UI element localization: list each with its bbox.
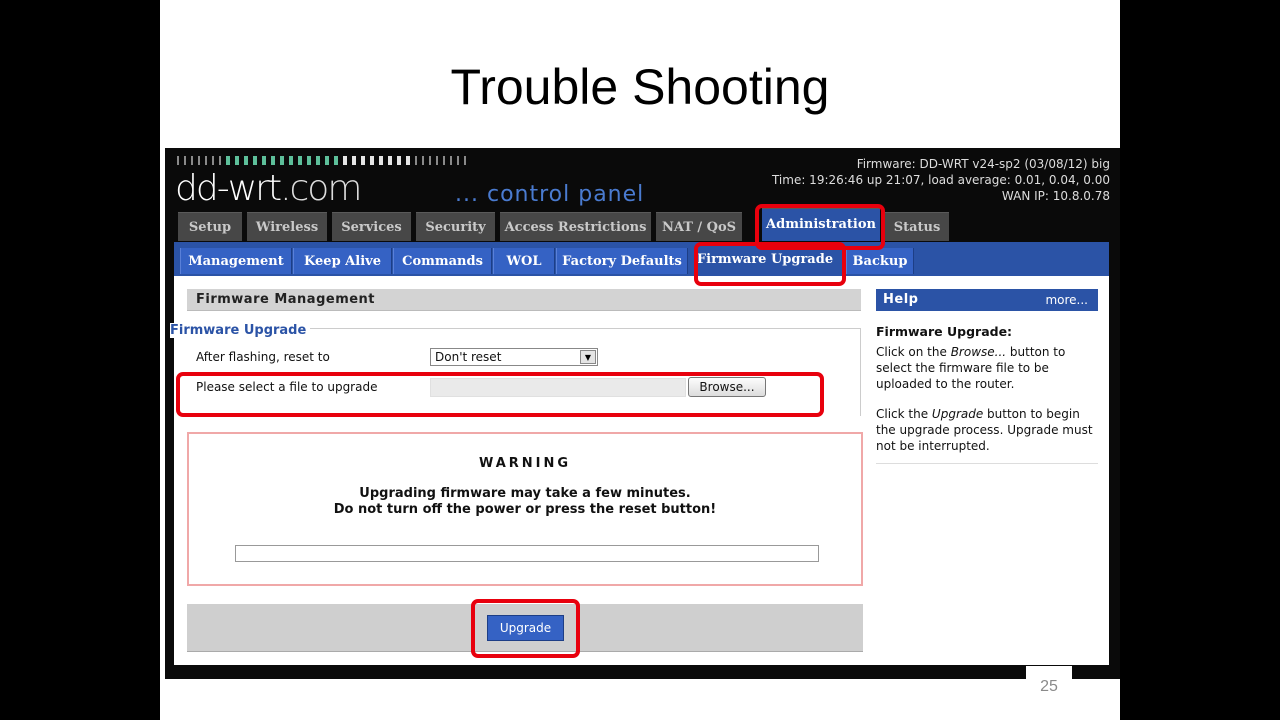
subtab-firmware-upgrade[interactable]: Firmware Upgrade — [694, 246, 836, 274]
highlight-file-select-row — [176, 372, 824, 417]
router-screenshot — [165, 148, 1120, 679]
logo-bar-segment — [429, 156, 431, 165]
logo-bar-segment — [262, 156, 266, 165]
logo-bar-segment — [198, 156, 200, 165]
tab-nat-qos[interactable]: NAT / QoS — [656, 212, 742, 241]
logo-bar-segment — [316, 156, 320, 165]
logo-bar-segment — [415, 156, 417, 165]
section-header: Firmware Management — [187, 289, 861, 311]
subtab-keep-alive[interactable]: Keep Alive — [293, 248, 392, 274]
logo-bar-segment — [397, 156, 401, 165]
control-panel-tagline: ... control panel — [455, 182, 645, 207]
logo-bar-segment — [370, 156, 374, 165]
uptime-load: Time: 19:26:46 up 21:07, load average: 0.01, 0.04, 0.00 — [771, 173, 1110, 187]
logo-bar-segment — [388, 156, 392, 165]
firmware-version: Firmware: DD-WRT v24-sp2 (03/08/12) big — [856, 157, 1110, 171]
tab-security[interactable]: Security — [416, 212, 495, 241]
help-header — [876, 289, 1098, 311]
logo-bar-segment — [177, 156, 179, 165]
upgrade-progress-bar — [235, 545, 819, 562]
subtab-commands[interactable]: Commands — [393, 248, 492, 274]
tab-administration[interactable]: Administration — [762, 208, 880, 241]
upgrade-button[interactable]: Upgrade — [487, 615, 564, 641]
reset-select-value: Don't reset — [435, 350, 502, 364]
help-heading: Firmware Upgrade: — [876, 324, 1013, 339]
logo-bar-segment — [352, 156, 356, 165]
logo-bar-segment — [379, 156, 383, 165]
file-label: Please select a file to upgrade — [196, 380, 378, 394]
logo-bar-segment — [307, 156, 311, 165]
logo-bar-segment — [184, 156, 186, 165]
warning-message-2: Do not turn off the power or press the reset button! — [333, 502, 717, 517]
fieldset-legend: Firmware Upgrade — [170, 323, 310, 338]
ddwrt-logo: dd-wrt.com — [175, 168, 361, 209]
browse-button[interactable]: Browse... — [688, 377, 766, 397]
help-paragraph-browse: Click on the Browse... button to select the firmware file to be uploaded to the router. — [876, 345, 1066, 391]
warning-box — [187, 432, 863, 586]
subtab-factory-defaults[interactable]: Factory Defaults — [556, 248, 688, 274]
sub-tabs — [174, 242, 1109, 276]
tab-access-restrictions[interactable]: Access Restrictions — [500, 212, 651, 241]
highlight-firmware-upgrade-subtab — [694, 242, 846, 286]
tab-wireless[interactable]: Wireless — [247, 212, 327, 241]
logo-bar-segment — [280, 156, 284, 165]
logo-bar-segment — [289, 156, 293, 165]
router-info — [772, 156, 1110, 204]
logo-bar-segment — [325, 156, 329, 165]
logo-bar-segment — [457, 156, 459, 165]
logo-bar-segment — [436, 156, 438, 165]
reset-select[interactable] — [430, 348, 598, 366]
slide-number: 25 — [1026, 666, 1072, 710]
logo-bar-segment — [343, 156, 347, 165]
logo-bar-segment — [191, 156, 193, 165]
tab-services[interactable]: Services — [332, 212, 411, 241]
logo-bar-segment — [226, 156, 230, 165]
highlight-upgrade-button — [471, 599, 580, 658]
logo-bar-segment — [205, 156, 207, 165]
logo-bar-segment — [244, 156, 248, 165]
help-title: Help — [883, 292, 919, 307]
help-paragraph-upgrade: Click the Upgrade button to begin the upgrade process. Upgrade must not be interrupted. — [876, 407, 1093, 453]
logo-bar-segment — [334, 156, 338, 165]
logo-bar-segment — [361, 156, 365, 165]
reset-label: After flashing, reset to — [196, 350, 330, 364]
logo-bar-segment — [422, 156, 424, 165]
logo-bar-segment — [443, 156, 445, 165]
tab-status[interactable]: Status — [885, 212, 949, 241]
tab-setup[interactable]: Setup — [178, 212, 242, 241]
help-more-link[interactable]: more... — [1045, 293, 1088, 307]
subtab-wol[interactable]: WOL — [493, 248, 555, 274]
subtab-backup[interactable]: Backup — [846, 248, 914, 274]
subtab-management[interactable]: Management — [180, 248, 292, 274]
logo-bar-segment — [212, 156, 214, 165]
slide-title: Trouble Shooting — [450, 59, 830, 115]
logo-bar-segment — [464, 156, 466, 165]
logo-bar-segment — [253, 156, 257, 165]
logo-bar-segment — [298, 156, 302, 165]
slide — [160, 0, 1120, 720]
help-body — [876, 324, 1098, 468]
logo-bar-segment — [450, 156, 452, 165]
logo-bar-segment — [406, 156, 410, 165]
chevron-down-icon[interactable]: ▼ — [580, 350, 596, 364]
logo-bar-segment — [219, 156, 221, 165]
logo-bar-segment — [271, 156, 275, 165]
warning-title: WARNING — [478, 456, 572, 471]
warning-message: Upgrading firmware may take a few minutes. — [359, 486, 691, 501]
wan-ip: WAN IP: 10.8.0.78 — [1001, 189, 1110, 203]
help-divider — [876, 463, 1098, 464]
main-panel — [170, 242, 1109, 665]
logo-bar-segment — [235, 156, 239, 165]
